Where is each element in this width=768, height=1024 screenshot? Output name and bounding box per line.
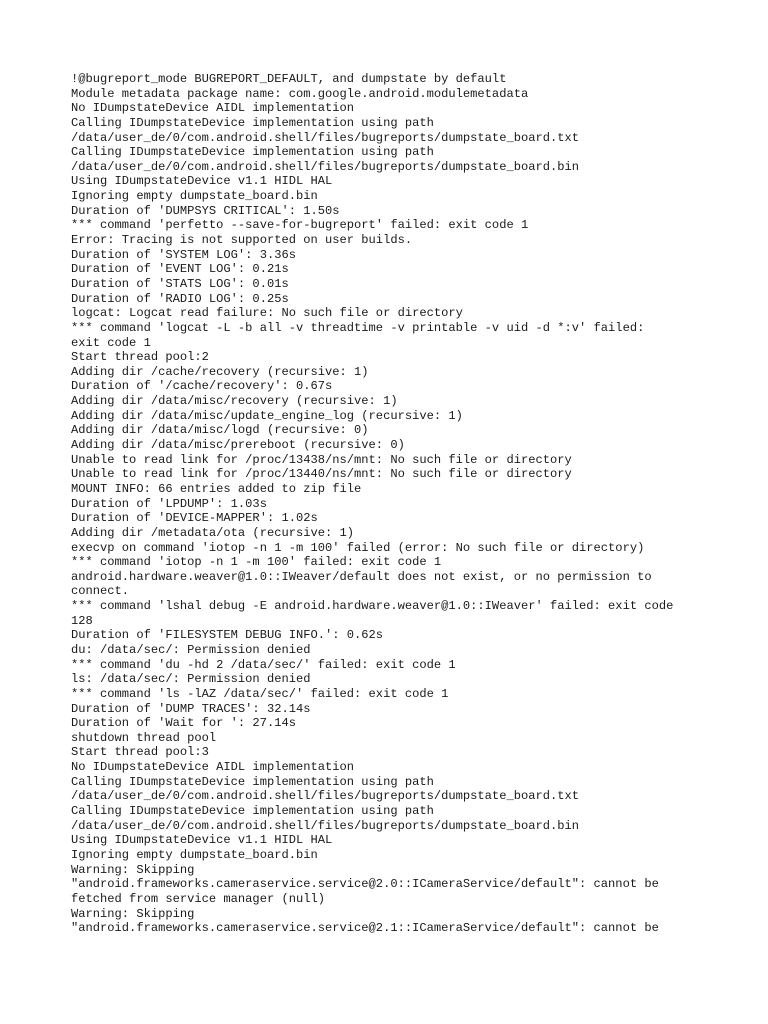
log-line: execvp on command 'iotop -n 1 -m 100' failed (error: No such file or directory) [71,540,645,555]
log-line: Adding dir /data/misc/update_engine_log (recursive: 1) [71,408,463,423]
log-line: !@bugreport_mode BUGREPORT_DEFAULT, and dumpstate by default [71,72,507,86]
log-line: MOUNT INFO: 66 entries added to zip file [71,481,362,496]
log-line: Start thread pool:3 [71,745,209,760]
log-line: /data/user_de/0/com.android.shell/files/bugreports/dumpstate_board.bin [71,159,580,174]
log-line: Duration of 'FILESYSTEM DEBUG INFO.': 0.62s [71,628,384,643]
log-line: No IDumpstateDevice AIDL implementation [71,101,355,116]
log-line: Duration of 'EVENT LOG': 0.21s [71,262,289,277]
log-line: Ignoring empty dumpstate_board.bin [71,847,318,862]
log-line: Unable to read link for /proc/13440/ns/mnt: No such file or directory [71,467,572,482]
log-line: logcat: Logcat read failure: No such file or directory [71,306,463,321]
log-line: Adding dir /data/misc/recovery (recursive: 1) [71,394,398,409]
log-line: Calling IDumpstateDevice implementation using path [71,115,434,130]
log-line: Start thread pool:2 [71,350,209,365]
log-line: Using IDumpstateDevice v1.1 HIDL HAL [71,833,333,848]
log-line: exit code 1 [71,335,151,350]
log-line: Warning: Skipping [71,906,195,921]
log-line: connect. [71,584,130,599]
log-line: fetched from service manager (null) [71,891,326,906]
log-line: /data/user_de/0/com.android.shell/files/bugreports/dumpstate_board.txt [71,789,580,804]
log-line: Duration of 'DUMP TRACES': 32.14s [71,701,311,716]
log-line: /data/user_de/0/com.android.shell/files/bugreports/dumpstate_board.txt [71,130,580,145]
log-line: No IDumpstateDevice AIDL implementation [71,760,355,775]
log-line: *** command 'iotop -n 1 -m 100' failed: exit code 1 [71,555,442,570]
log-line: Adding dir /metadata/ota (recursive: 1) [71,525,355,540]
log-line: du: /data/sec/: Permission denied [71,642,311,657]
log-text-block [71,72,711,936]
log-line: Ignoring empty dumpstate_board.bin [71,189,318,204]
log-line: Duration of 'LPDUMP': 1.03s [71,496,267,511]
log-line: Unable to read link for /proc/13438/ns/mnt: No such file or directory [71,452,572,467]
log-line: Duration of 'SYSTEM LOG': 3.36s [71,247,296,262]
log-line: 128 [71,613,93,628]
log-line: ls: /data/sec/: Permission denied [71,672,311,687]
log-line: Calling IDumpstateDevice implementation using path [71,804,434,819]
log-line: Duration of 'RADIO LOG': 0.25s [71,291,289,306]
log-line: *** command 'logcat -L -b all -v threadtime -v printable -v uid -d *:v' failed: [71,320,645,335]
log-line: "android.frameworks.cameraservice.service@2.1::ICameraService/default": cannot be [71,921,659,936]
log-line: /data/user_de/0/com.android.shell/files/bugreports/dumpstate_board.bin [71,818,580,833]
log-line: Warning: Skipping [71,862,195,877]
log-line: Duration of 'DEVICE-MAPPER': 1.02s [71,511,318,526]
log-line: Adding dir /data/misc/logd (recursive: 0) [71,423,369,438]
log-line: *** command 'ls -lAZ /data/sec/' failed: exit code 1 [71,686,449,701]
log-line: "android.frameworks.cameraservice.service@2.0::ICameraService/default": cannot be [71,877,659,892]
log-line: Using IDumpstateDevice v1.1 HIDL HAL [71,174,333,189]
log-line: shutdown thread pool [71,730,217,745]
log-line: Calling IDumpstateDevice implementation using path [71,774,434,789]
log-line: *** command 'lshal debug -E android.hardware.weaver@1.0::IWeaver' failed: exit code [71,599,674,614]
log-line: Calling IDumpstateDevice implementation using path [71,145,434,160]
log-line: Adding dir /cache/recovery (recursive: 1) [71,364,369,379]
log-line: Duration of 'STATS LOG': 0.01s [71,276,289,291]
log-line: Adding dir /data/misc/prereboot (recursive: 0) [71,438,405,453]
log-line: Duration of '/cache/recovery': 0.67s [71,379,333,394]
log-line: Duration of 'Wait for ': 27.14s [71,716,296,731]
log-line: Module metadata package name: com.google.android.modulemetadata [71,86,529,101]
log-line: *** command 'du -hd 2 /data/sec/' failed: exit code 1 [71,657,456,672]
log-line: android.hardware.weaver@1.0::IWeaver/default does not exist, or no permission to [71,569,652,584]
log-line: *** command 'perfetto --save-for-bugreport' failed: exit code 1 [71,218,529,233]
log-line: Duration of 'DUMPSYS CRITICAL': 1.50s [71,203,340,218]
log-line: Error: Tracing is not supported on user builds. [71,233,413,248]
